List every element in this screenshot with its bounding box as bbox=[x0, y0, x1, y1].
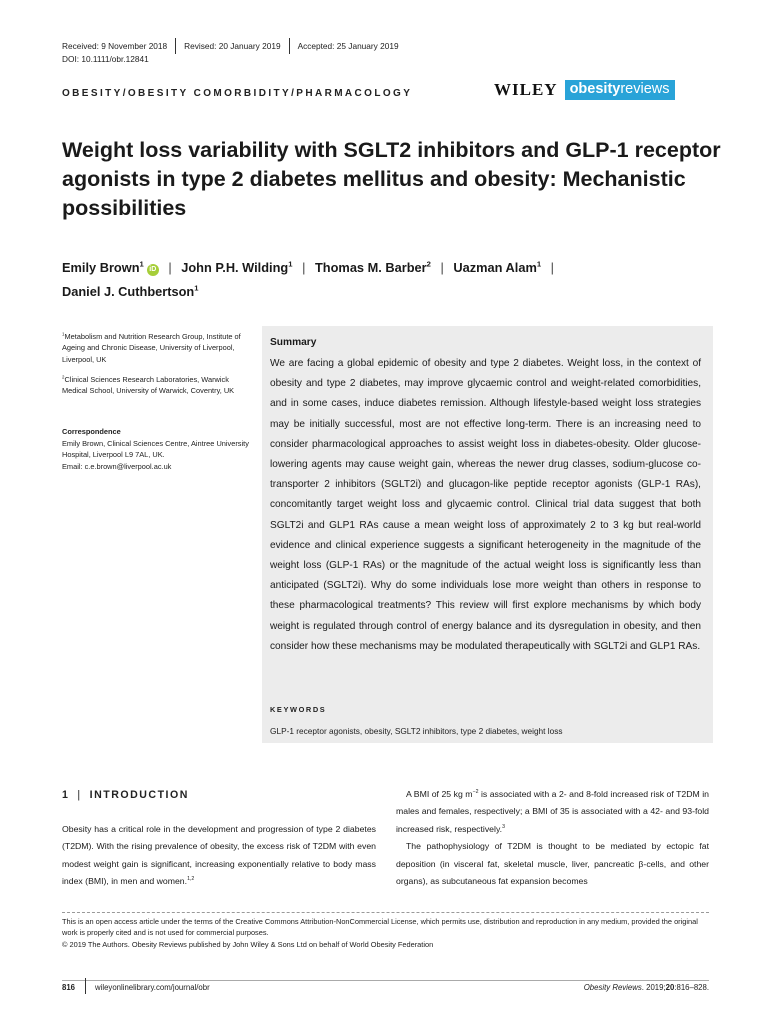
article-title: Weight loss variability with SGLT2 inhibitors and GLP-1 receptor agonists in type 2 diabetes mellitus and obesity: Mechanistic possibilities bbox=[62, 138, 721, 220]
author-separator: | bbox=[168, 260, 172, 275]
author[interactable]: Emily Brown$^1$ bbox=[62, 259, 144, 275]
orcid-icon[interactable]: iD bbox=[147, 264, 159, 276]
author[interactable]: John P.H. Wilding$^1$ bbox=[181, 259, 293, 275]
footer-separator bbox=[85, 978, 86, 994]
author[interactable]: Daniel J. Cuthbertson$^1$ bbox=[62, 283, 199, 299]
affiliation: $^1$Metabolism and Nutrition Research Group, Institute of Ageing and Chronic Disease, University of Liverpool, Liverpool, UK bbox=[62, 331, 241, 364]
affiliation: $^2$Clinical Sciences Research Laboratories, Warwick Medical School, University of Warwick, Coventry, UK bbox=[62, 374, 235, 396]
citation-ref[interactable]: 3 bbox=[502, 823, 505, 830]
revised-date: Revised: 20 January 2019 bbox=[184, 41, 281, 51]
publisher-logo bbox=[494, 80, 675, 100]
publication-dates bbox=[62, 38, 399, 54]
footer-divider bbox=[62, 980, 709, 981]
citation-ref[interactable]: 1,2 bbox=[187, 876, 195, 883]
correspondence-heading: Correspondence bbox=[62, 427, 121, 436]
keywords-heading: KEYWORDS bbox=[270, 705, 327, 714]
section-heading: 1 | INTRODUCTION bbox=[62, 789, 189, 801]
keywords: GLP-1 receptor agonists, obesity, SGLT2 inhibitors, type 2 diabetes, weight loss bbox=[270, 726, 563, 736]
journal-url[interactable]: wileyonlinelibrary.com/journal/obr bbox=[95, 983, 210, 992]
author[interactable]: Thomas M. Barber$^2$ bbox=[314, 259, 431, 275]
license-note bbox=[62, 916, 712, 950]
author-separator: | bbox=[550, 260, 554, 275]
license-divider bbox=[62, 912, 709, 913]
journal-citation: Obesity Reviews. 2019;20:816–828. bbox=[583, 983, 709, 992]
license-text: This is an open access article under the terms of the Creative Commons Attribution-NonCommercial License, which permits use, distribution and reproduction in any medium, provided the original work is properly cited and is not used for commercial purposes. bbox=[62, 917, 698, 938]
correspondence-address: Emily Brown, Clinical Sciences Centre, Aintree University Hospital, Liverpool L9 7AL, UK. bbox=[62, 439, 249, 460]
doi[interactable]: DOI: 10.1111/obr.12841 bbox=[62, 54, 149, 64]
accepted-date: Accepted: 25 January 2019 bbox=[297, 41, 399, 51]
summary-text: We are facing a global epidemic of obesity and type 2 diabetes. Weight loss, in the context of obesity and type 2 diabetes, may improve glycaemic control and weight-related comorbidities, and in some cases, induce diabetes remission. Although lifestyle-based weight loss strategies may be initially successful, most are not effective long-term. There is an increasing need to consider pharmacological approaches to assist weight loss in diabetes-obesity. Older glucose-lowering agents may cause weight gain, whereas the newer drug classes, sodium-glucose co-transporter 2 inhibitors (SGLT2i) and glucagon-like peptide receptor agonists (GLP-1 RAs), concomitantly target weight loss and glycaemic control. Clinical trial data suggest that both SGLT2i and GLP1 RAs cause a mean weight loss of approximately 2 to 3 kg but real-world evidence and clinical experience suggests a significant heterogeneity in the magnitude of the weight loss (GLP-1 RAs) or the magnitude of the actual weight loss is significantly less than anticipated (SGLT2i). Why do some individuals lose more weight than others in response to these pharmacological treatments? This review will first explore mechanisms by which body weight is regulated through control of energy balance and its dysregulation in obesity, and then consider how these mechanisms may be modulated therapeutically with SGLT2i and GLP1 RAs. bbox=[270, 358, 701, 652]
paragraph: The pathophysiology of T2DM is thought to be mediated by ectopic fat deposition (in visceral fat, skeletal muscle, liver, pancreatic β-cells, and other organs), as subcutaneous fat expansion becomes bbox=[396, 841, 709, 887]
correspondence bbox=[62, 438, 262, 472]
author-list bbox=[62, 256, 702, 304]
journal-logo: obesityreviews bbox=[565, 80, 675, 100]
author-separator: | bbox=[440, 260, 444, 275]
copyright-text: © 2019 The Authors. Obesity Reviews published by John Wiley & Sons Ltd on behalf of World Obesity Federation bbox=[62, 939, 434, 949]
summary-heading: Summary bbox=[270, 337, 317, 348]
author[interactable]: Uazman Alam$^1$ bbox=[453, 259, 542, 275]
paragraph: Obesity has a critical role in the development and progression of type 2 diabetes (T2DM). With the rising prevalence of obesity, the excess risk of T2DM with even modest weight gain is significant, increasing exponentially relative to body mass index (BMI), in men and women.$^{1,2}$ bbox=[62, 824, 376, 887]
body-column-left bbox=[62, 821, 376, 891]
article-category: OBESITY/OBESITY COMORBIDITY/PHARMACOLOGY bbox=[62, 88, 413, 99]
author-separator: | bbox=[302, 260, 306, 275]
wiley-logo: WILEY bbox=[494, 80, 558, 99]
date-divider bbox=[175, 38, 176, 54]
paragraph: A BMI of 25 kg $m^{-2}$ is associated with a 2- and 8-fold increased risk of T2DM in males and females, respectively; a BMI of 35 is associated with a 42- and 93-fold increased risk, respectively.$^3$ bbox=[396, 789, 709, 834]
page-number: 816 bbox=[62, 983, 76, 992]
correspondence-email[interactable]: Email: c.e.brown@liverpool.ac.uk bbox=[62, 461, 172, 471]
date-divider bbox=[289, 38, 290, 54]
received-date: Received: 9 November 2018 bbox=[62, 41, 168, 51]
body-column-right bbox=[396, 786, 709, 890]
